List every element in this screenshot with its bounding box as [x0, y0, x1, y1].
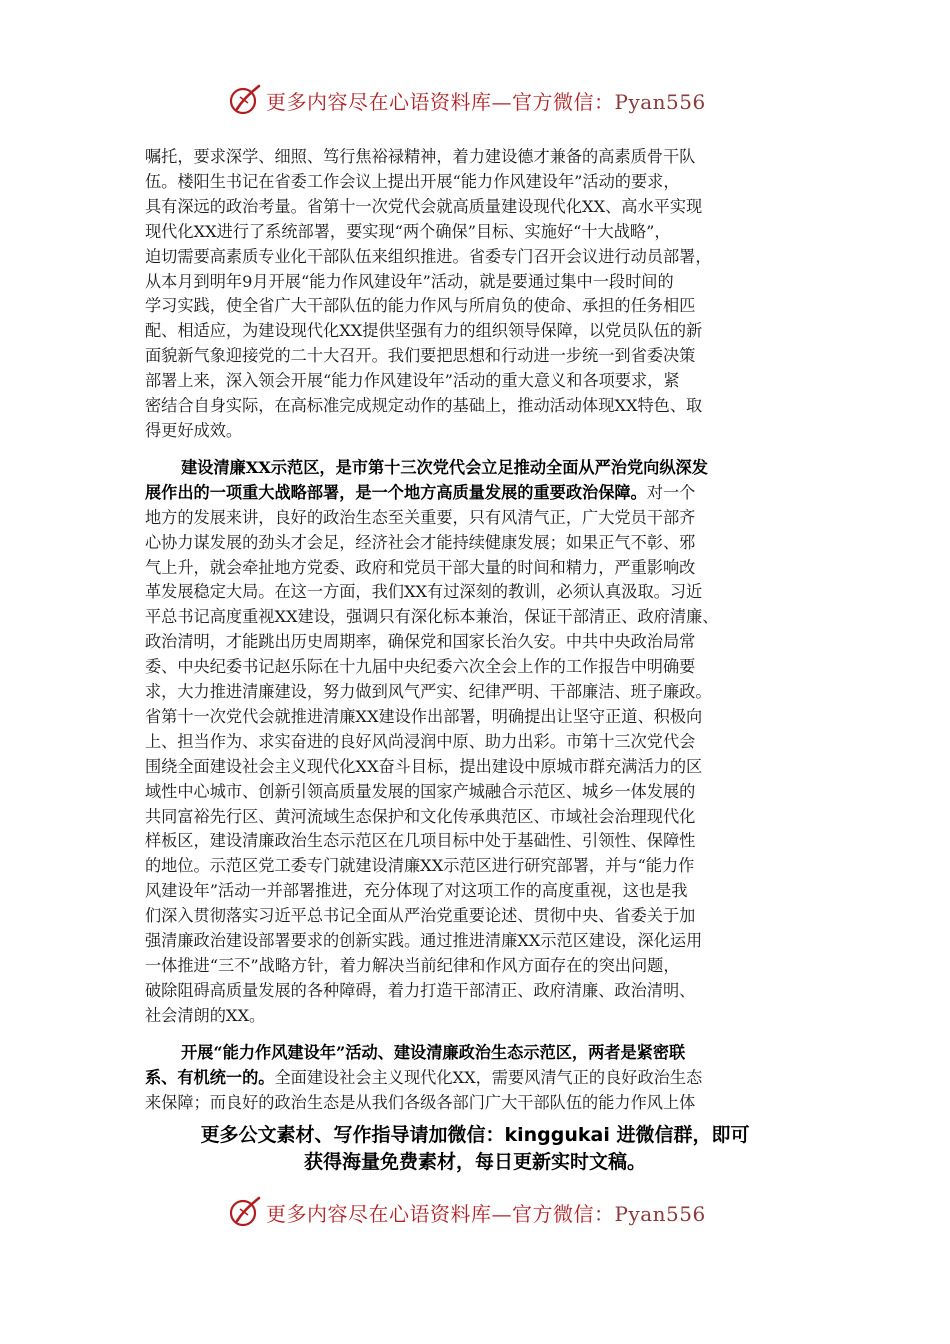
- header-banner[interactable]: [228, 82, 728, 118]
- header-wechat-id: Pyan556: [614, 89, 706, 114]
- paragraph1-line: 密结合自身实际，在高标准完成规定动作的基础上，推动活动体现XX特色、取: [145, 396, 703, 416]
- paragraph1-line: 从本月到明年9月开展“能力作风建设年”活动，就是要通过集中一段时间的: [145, 271, 674, 291]
- paragraph2-line: 平总书记高度重视XX建设，强调只有深化标本兼治，保证干部清正、政府清廉、: [145, 607, 719, 627]
- paragraph2-line: 委、中央纪委书记赵乐际在十九届中央纪委六次全会上作的工作报告中明确要: [145, 657, 696, 677]
- paragraph2-line: 强清廉政治建设部署要求的创新实践。通过推进清廉XX示范区建设，深化运用: [145, 931, 703, 951]
- paragraph2-line: 样板区，建设清廉政治生态示范区在几项目标中处于基础性、引领性、保障性: [145, 831, 696, 851]
- paragraph2-line: 破除阻碍高质量发展的各种障碍，着力打造干部清正、政府清廉、政治清明、: [145, 980, 696, 1000]
- paragraph1-line: 配、相适应，为建设现代化XX提供坚强有力的组织领导保障，以党员队伍的新: [145, 321, 703, 341]
- footer-wechat-id: Pyan556: [614, 1201, 706, 1226]
- pen-logo-icon: [228, 1195, 262, 1229]
- paragraph2-line: 们深入贯彻落实习近平总书记全面从严治党重要论述、贯彻中央、省委关于加: [145, 906, 696, 926]
- paragraph-2-bold-line-1: 建设清廉XX示范区，是市第十三次党代会立足推动全面从严治党向纵深发: [181, 457, 708, 477]
- paragraph2-line: 风建设年”活动一并部署推进，充分体现了对这项工作的高度重视，这也是我: [145, 881, 688, 901]
- paragraph3-line: 来保障；而良好的政治生态是从我们各级各部门广大干部队伍的能力作风上体: [145, 1092, 696, 1112]
- paragraph2-line: 上、担当作为、求实奋进的良好风尚浸润中原、助力出彩。市第十三次党代会: [145, 731, 696, 751]
- paragraph2-line: 地方的发展来讲，良好的政治生态至关重要，只有风清气正，广大党员干部齐: [145, 507, 696, 527]
- paragraph2-line: 社会清朗的XX。: [145, 1005, 266, 1025]
- paragraph1-line: 嘱托，要求深学、细照、笃行焦裕禄精神，着力建设德才兼备的高素质骨干队: [145, 147, 696, 166]
- paragraph2-line: 革发展稳定大局。在这一方面，我们XX有过深刻的教训，必须认真汲取。习近: [145, 582, 703, 602]
- paragraph-2-line-2: 展作出的一项重大战略部署，是一个地方高质量发展的重要政治保障。对一个: [145, 482, 696, 502]
- paragraph2-line: 求，大力推进清廉建设，努力做到风气严实、纪律严明、干部廉洁、班子廉政。: [145, 682, 712, 702]
- paragraph1-line: 伍。楼阳生书记在省委工作会议上提出开展“能力作风建设年”活动的要求，: [145, 171, 680, 191]
- paragraph-2: [145, 456, 810, 1029]
- pen-logo-icon: [228, 83, 262, 117]
- paragraph2-line: 域性中心城市、创新引领高质量发展的国家产城融合示范区、城乡一体发展的: [145, 781, 696, 801]
- paragraph-3: [145, 1041, 810, 1116]
- paragraph1-line: 迫切需要高素质专业化干部队伍来组织推进。省委专门召开会议进行动员部署，: [145, 246, 712, 266]
- footer-banner-text: 更多内容尽在心语资料库—官方微信：Pyan556: [266, 1201, 706, 1226]
- paragraph2-line: 共同富裕先行区、黄河流域生态保护和文化传承典范区、市域社会治理现代化: [145, 806, 696, 826]
- paragraph1-line: 部署上来，深入领会开展“能力作风建设年”活动的重大意义和各项要求，紧: [145, 371, 680, 391]
- paragraph-1: [145, 145, 810, 444]
- paragraph-3-bold-line-1: 开展“能力作风建设年”活动、建设清廉政治生态示范区，两者是紧密联: [181, 1042, 686, 1062]
- paragraph2-line: 围绕全面建设社会主义现代化XX奋斗目标，提出建设中原城市群充满活力的区: [145, 756, 703, 776]
- paragraph1-line: 学习实践，使全省广大干部队伍的能力作风与所肩负的使命、承担的任务相匹: [145, 296, 696, 316]
- paragraph2-line: 政治清明，才能跳出历史周期率，确保党和国家长治久安。中共中央政治局常: [145, 632, 696, 652]
- document-body: [145, 145, 810, 1115]
- promo-line-2: 获得海量免费素材，每日更新实时文稿。: [303, 1151, 646, 1173]
- promo-line-1: 更多公文素材、写作指导请加微信：kinggukai 进微信群，即可: [200, 1124, 750, 1146]
- paragraph2-line: 气上升，就会牵扯地方党委、政府和党员干部大量的时间和精力，严重影响改: [145, 557, 696, 577]
- paragraph2-line: 一体推进“三不”战略方针，着力解决当前纪律和作风方面存在的突出问题，: [145, 956, 680, 975]
- paragraph-3-line-2: 系、有机统一的。全面建设社会主义现代化XX，需要风清气正的良好政治生态: [145, 1067, 703, 1087]
- paragraph1-line: 具有深远的政治考量。省第十一次党代会就高质量建设现代化XX、高水平实现: [145, 196, 703, 216]
- paragraph2-line: 的地位。示范区党工委专门就建设清廉XX示范区进行研究部署，并与“能力作: [145, 856, 695, 876]
- promo-notice: [140, 1122, 810, 1176]
- header-banner-text: 更多内容尽在心语资料库—官方微信：Pyan556: [266, 89, 706, 114]
- paragraph1-line: 面貌新气象迎接党的二十大召开。我们要把思想和行动进一步统一到省委决策: [145, 346, 696, 366]
- paragraph1-line: 得更好成效。: [145, 420, 243, 440]
- paragraph1-line: 现代化XX进行了系统部署，要实现“两个确保”目标、实施好“十大战略”，: [145, 221, 671, 241]
- paragraph2-line: 心协力谋发展的劲头才会足，经济社会才能持续健康发展；如果正气不彰、邪: [145, 532, 696, 552]
- footer-banner[interactable]: [228, 1194, 728, 1230]
- paragraph2-line: 省第十一次党代会就推进清廉XX建设作出部署，明确提出让坚守正道、积极向: [145, 706, 703, 726]
